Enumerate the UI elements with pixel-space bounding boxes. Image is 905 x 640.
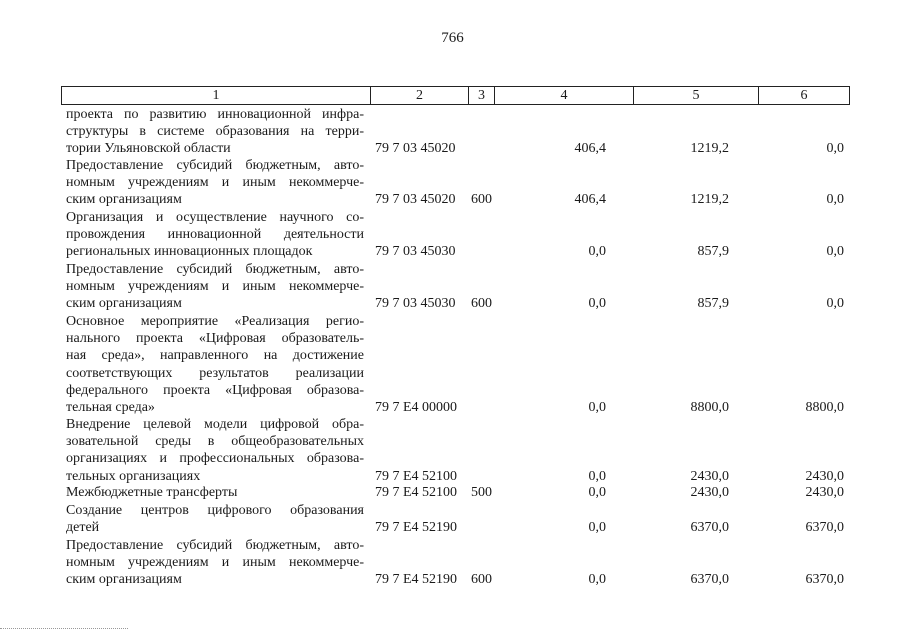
row-name [66, 484, 364, 501]
column-header-2: 2 [371, 87, 469, 105]
row-name-line: ским организациям [66, 296, 182, 312]
classification-code: 79 7 E4 52190 [375, 520, 458, 536]
column-header-6: 6 [759, 87, 850, 105]
value-col-6: 0,0 [826, 141, 844, 157]
value-col-5: 6370,0 [690, 572, 729, 588]
value-col-5: 8800,0 [690, 400, 729, 415]
row-name-line: Предоставление субсидий бюджетным, авто- [66, 158, 364, 173]
row-name [66, 502, 364, 536]
row-name-line: Основное мероприятие «Реализация регио- [66, 314, 364, 329]
row-name [66, 157, 364, 209]
row-name-line: проекта по развитию инновационной инфра- [66, 107, 364, 122]
row-name-line: зовательной среды в общеобразовательных [66, 434, 364, 450]
value-col-5: 857,9 [697, 296, 729, 312]
value-col-6: 0,0 [826, 192, 844, 208]
row-name-line: Организация и осуществление научного со- [66, 210, 364, 225]
classification-code: 79 7 03 45030 [375, 244, 456, 260]
row-name-line: организациях и профессиональных образова- [66, 451, 364, 467]
row-name-line: Предоставление субсидий бюджетным, авто- [66, 538, 364, 553]
row-name [66, 261, 364, 313]
value-col-5: 6370,0 [690, 520, 729, 536]
value-col-4: 0,0 [588, 400, 606, 415]
value-col-4: 0,0 [588, 296, 606, 312]
row-name-line: Внедрение целевой модели цифровой обра- [66, 417, 364, 432]
row-name-line: Создание центров цифрового образования [66, 503, 364, 518]
value-col-6: 6370,0 [805, 572, 844, 588]
column-header-5: 5 [634, 87, 759, 105]
footer-divider [0, 628, 128, 630]
classification-code: 79 7 03 45020 [375, 192, 456, 208]
column-header-4: 4 [495, 87, 634, 105]
value-col-4: 406,4 [574, 192, 606, 208]
column-header-1: 1 [62, 87, 371, 105]
value-col-6: 2430,0 [805, 468, 844, 484]
value-col-5: 857,9 [697, 244, 729, 260]
page-number: 766 [441, 30, 464, 46]
classification-code: 79 7 E4 52190 [375, 572, 458, 588]
row-name-line: номным учреждениям и иным некоммерче- [66, 279, 364, 295]
value-col-4: 0,0 [588, 572, 606, 588]
row-name-line: номным учреждениям и иным некоммерче- [66, 175, 364, 191]
row-name-line: провождения инновационной деятельности [66, 227, 364, 243]
value-col-5: 2430,0 [690, 485, 729, 500]
column-header-3: 3 [469, 87, 495, 105]
row-name-line: тельных организациях [66, 468, 201, 484]
row-name [66, 537, 364, 589]
row-name-line: Предоставление субсидий бюджетным, авто- [66, 262, 364, 277]
row-name-line: Межбюджетные трансферты [66, 485, 238, 500]
value-col-4: 0,0 [588, 520, 606, 536]
value-col-5: 2430,0 [690, 468, 729, 484]
classification-code: 79 7 03 45030 [375, 296, 456, 312]
classification-code: 79 7 E4 52100 [375, 468, 458, 484]
value-col-6: 2430,0 [805, 485, 844, 500]
row-name [66, 416, 364, 485]
row-name [66, 106, 364, 158]
row-name [66, 209, 364, 261]
classification-code: 79 7 E4 52100 [375, 485, 458, 500]
row-name-line: соответствующих результатов реализации [66, 365, 364, 381]
row-name-line: ским организациям [66, 572, 182, 588]
value-col-6: 0,0 [826, 296, 844, 312]
row-name-line: номным учреждениям и иным некоммерче- [66, 555, 364, 571]
value-col-5: 1219,2 [690, 192, 729, 208]
row-name-line: федерального проекта «Цифровая образова- [66, 382, 364, 398]
expense-type: 600 [471, 572, 492, 588]
column-header-row [61, 86, 850, 105]
row-name-line: тельная среда» [66, 400, 155, 416]
row-name-line: детей [66, 520, 100, 536]
row-name-line: ским организациям [66, 192, 182, 208]
row-name-line: структуры в системе образования на терри- [66, 124, 364, 140]
value-col-4: 0,0 [588, 485, 606, 500]
value-col-4: 0,0 [588, 244, 606, 260]
value-col-5: 1219,2 [690, 141, 729, 157]
value-col-6: 6370,0 [805, 520, 844, 536]
value-col-4: 406,4 [574, 141, 606, 157]
value-col-6: 8800,0 [805, 400, 844, 415]
value-col-4: 0,0 [588, 468, 606, 484]
expense-type: 600 [471, 192, 492, 208]
classification-code: 79 7 03 45020 [375, 141, 456, 157]
expense-type: 500 [471, 485, 492, 500]
row-name-line: тории Ульяновской области [66, 141, 231, 157]
row-name [66, 313, 364, 416]
row-name-line: ная среда», направленного на достижение [66, 348, 364, 364]
value-col-6: 0,0 [826, 244, 844, 260]
classification-code: 79 7 E4 00000 [375, 400, 458, 415]
row-name-line: региональных инновационных площадок [66, 244, 313, 260]
expense-type: 600 [471, 296, 492, 312]
row-name-line: нального проекта «Цифровая образователь- [66, 331, 364, 347]
